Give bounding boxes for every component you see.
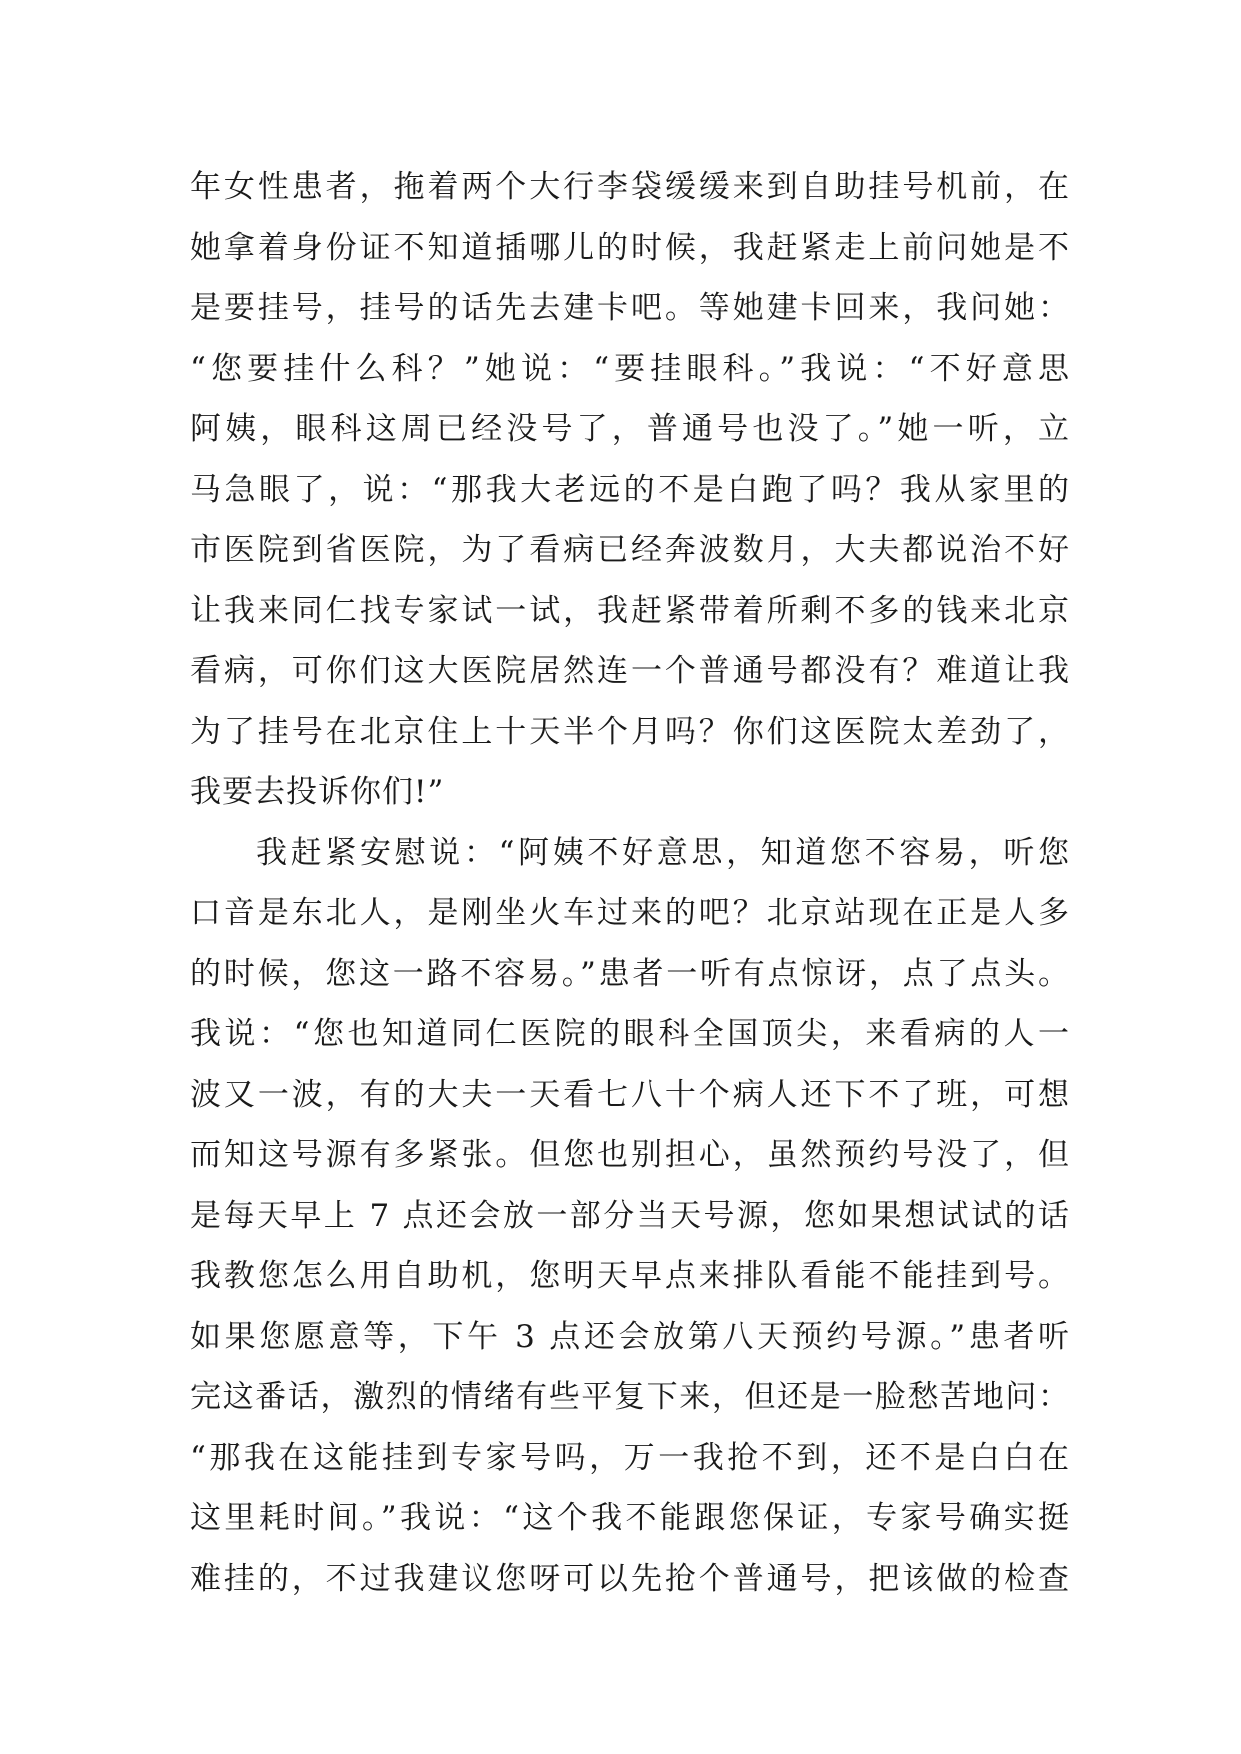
text-line-12: 我赶紧安慰说：“阿姨不好意思，知道您不容易，听您 xyxy=(256,834,1070,871)
text-line-15: 我说：“您也知道同仁医院的眼科全国顶尖，来看病的人一 xyxy=(190,1016,1070,1052)
text-line-18: 是每天早上 7 点还会放一部分当天号源，您如果想试试的话 xyxy=(190,1197,1070,1234)
text-line-10: 为了挂号在北京住上十天半个月吗？你们这医院太差劲了， xyxy=(190,713,1070,750)
text-line-4: “您要挂什么科？”她说：“要挂眼科。”我说：“不好意思 xyxy=(190,350,1070,387)
text-line-22: “那我在这能挂到专家号吗，万一我抢不到，还不是白白在 xyxy=(190,1439,1070,1476)
body-text xyxy=(190,157,1070,1609)
text-line-3: 是要挂号，挂号的话先去建卡吧。等她建卡回来，我问她： xyxy=(190,290,1070,326)
text-line-8: 让我来同仁找专家试一试，我赶紧带着所剩不多的钱来北京 xyxy=(190,592,1070,629)
text-line-13: 口音是东北人，是刚坐火车过来的吧？北京站现在正是人多 xyxy=(190,895,1070,931)
text-line-17: 而知这号源有多紧张。但您也别担心，虽然预约号没了，但 xyxy=(190,1137,1070,1173)
text-line-2: 她拿着身份证不知道插哪儿的时候，我赶紧走上前问她是不 xyxy=(190,229,1070,266)
text-line-11: 我要去投诉你们!” xyxy=(190,774,445,810)
text-line-16: 波又一波，有的大夫一天看七八十个病人还下不了班，可想 xyxy=(190,1076,1070,1113)
text-line-24: 难挂的，不过我建议您呀可以先抢个普通号，把该做的检查 xyxy=(190,1560,1070,1597)
text-line-7: 市医院到省医院，为了看病已经奔波数月，大夫都说治不好 xyxy=(190,532,1070,568)
text-line-9: 看病，可你们这大医院居然连一个普通号都没有？难道让我 xyxy=(190,653,1070,689)
text-line-21: 完这番话，激烈的情绪有些平复下来，但还是一脸愁苦地问： xyxy=(190,1379,1070,1415)
text-line-20: 如果您愿意等，下午 3 点还会放第八天预约号源。”患者听 xyxy=(190,1318,1070,1355)
text-line-23: 这里耗时间。”我说：“这个我不能跟您保证，专家号确实挺 xyxy=(190,1500,1070,1536)
text-line-14: 的时候，您这一路不容易。”患者一听有点惊讶，点了点头。 xyxy=(190,955,1070,992)
text-line-5: 阿姨，眼科这周已经没号了，普通号也没了。”她一听，立 xyxy=(190,411,1070,447)
text-line-19: 我教您怎么用自助机，您明天早点来排队看能不能挂到号。 xyxy=(190,1258,1070,1294)
text-line-6: 马急眼了，说：“那我大老远的不是白跑了吗？我从家里的 xyxy=(190,471,1070,508)
text-line-1: 年女性患者，拖着两个大行李袋缓缓来到自助挂号机前，在 xyxy=(190,169,1070,205)
